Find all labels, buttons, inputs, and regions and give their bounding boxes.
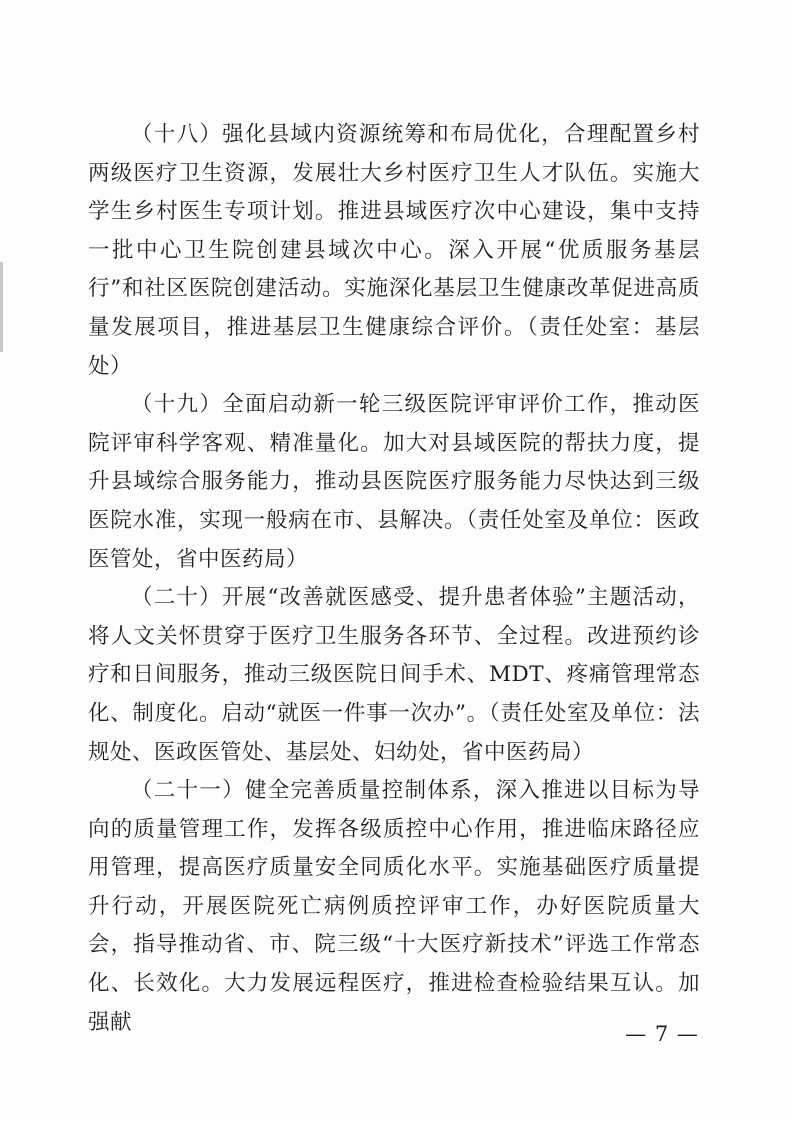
paragraph-21: （二十一）健全完善质量控制体系，深入推进以目标为导向的质量管理工作，发挥各级质控中心作用，推进临床路径应用管理，提高医疗质量安全同质化水平。实施基础医疗质量提升行动，开展医院死亡病例质控评审工作，办好医院质量大会，指导推动省、市、院三级“十大医疗新技术”评选工作常态化、长效化。大力发展远程医疗，推进检查检验结果互认。加强献 bbox=[88, 778, 700, 1035]
paragraph-19: （十九）全面启动新一轮三级医院评审评价工作，推动医院评审科学客观、精准量化。加大对县域医院的帮扶力度，提升县域综合服务能力，推动县医院医疗服务能力尽快达到三级医院水准，实现一般病在市、县解决。（责任处室及单位：医政医管处，省中医药局） bbox=[88, 392, 700, 572]
paragraph-20: （二十）开展“改善就医感受、提升患者体验”主题活动，将人文关怀贯穿于医疗卫生服务各环节、全过程。改进预约诊疗和日间服务，推动三级医院日间手术、MDT、疼痛管理常态化、制度化。启动“就医一件事一次办”。（责任处室及单位：法规处、医政医管处、基层处、妇幼处，省中医药局） bbox=[88, 585, 700, 765]
page-number: — 7 — bbox=[625, 1022, 699, 1046]
document-body bbox=[88, 116, 700, 1042]
paragraph-18: （十八）强化县域内资源统筹和布局优化，合理配置乡村两级医疗卫生资源，发展壮大乡村医疗卫生人才队伍。实施大学生乡村医生专项计划。推进县域医疗次中心建设，集中支持一批中心卫生院创建县域次中心。深入开展“优质服务基层行”和社区医院创建活动。实施深化基层卫生健康改革促进高质量发展项目，推进基层卫生健康综合评价。（责任处室：基层处） bbox=[88, 122, 700, 379]
scan-edge-mark bbox=[0, 262, 3, 352]
